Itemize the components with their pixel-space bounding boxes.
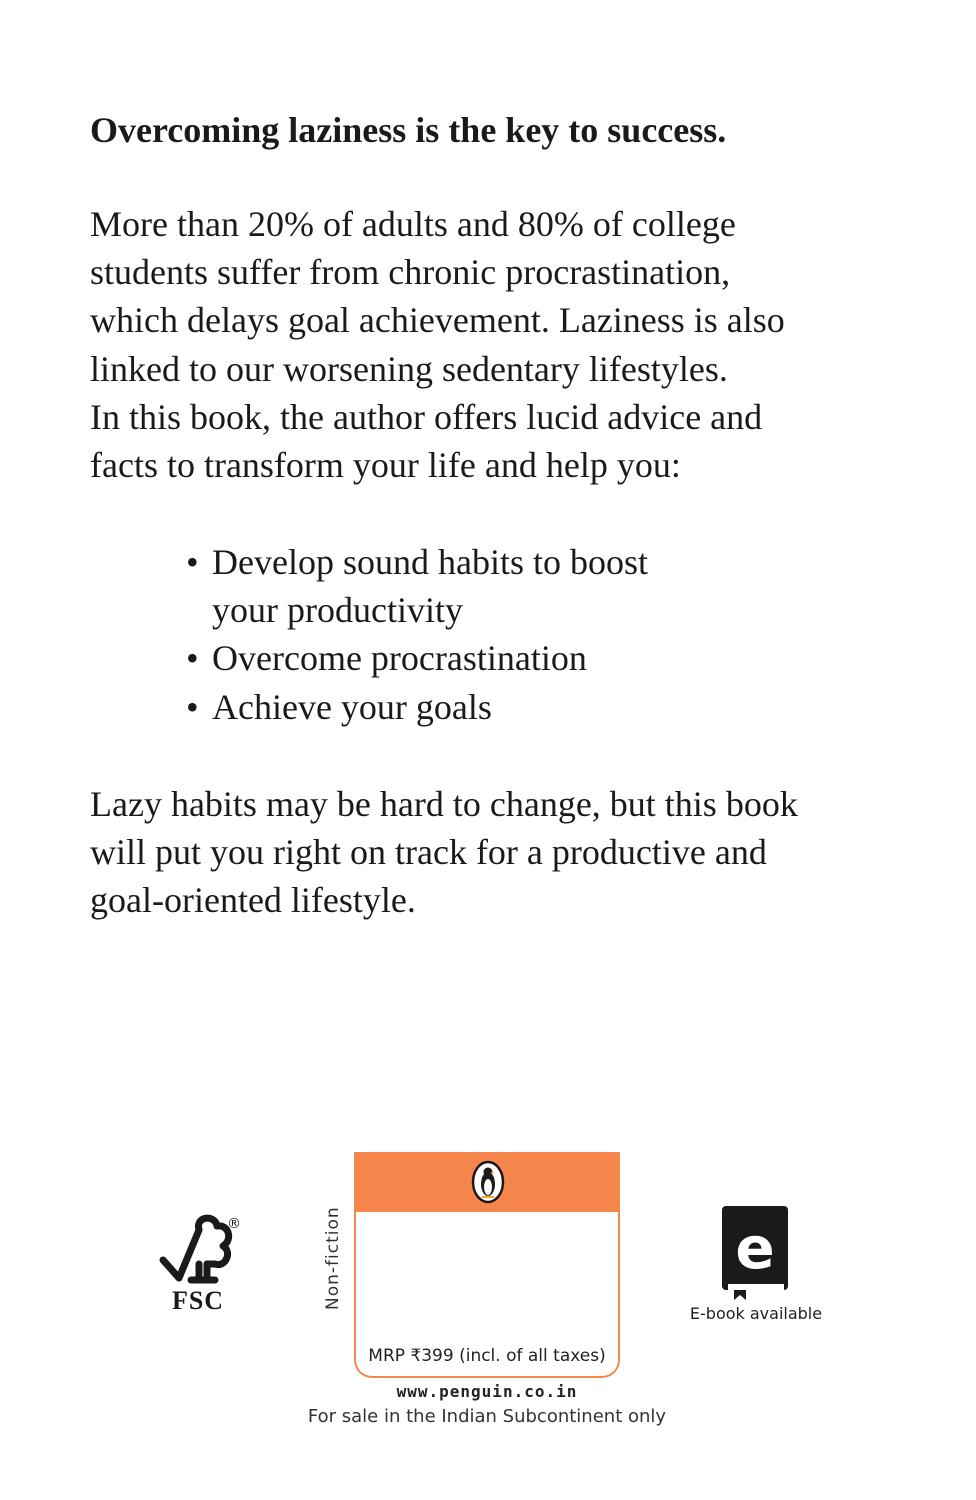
sale-note: For sale in the Indian Subcontinent only bbox=[307, 1406, 667, 1427]
price-box bbox=[354, 1152, 620, 1378]
fsc-logo bbox=[155, 1210, 245, 1320]
svg-text:e: e bbox=[735, 1214, 775, 1282]
ebook-label: E-book available bbox=[689, 1304, 823, 1323]
mrp-label: MRP ₹399 (incl. of all taxes) bbox=[368, 1346, 606, 1366]
penguin-logo-icon bbox=[471, 1160, 505, 1204]
genre-label: Non-fiction bbox=[323, 1206, 343, 1310]
intro-line: In this book, the author offers lucid advice and bbox=[90, 396, 763, 437]
ebook-icon bbox=[722, 1206, 790, 1300]
intro-line: linked to our worsening sedentary lifestyles. bbox=[90, 348, 728, 389]
bullet-text: • Develop sound habits to boost bbox=[212, 542, 648, 582]
intro-line: which delays goal achievement. Laziness is also bbox=[90, 300, 785, 341]
intro-line: students suffer from chronic procrastination, bbox=[90, 252, 731, 293]
closing-paragraph bbox=[90, 780, 950, 925]
intro-line: More than 20% of adults and 80% of college bbox=[90, 204, 736, 244]
bullet-item bbox=[186, 538, 886, 634]
closing-line: goal-oriented lifestyle. bbox=[90, 880, 416, 921]
fsc-tree-icon bbox=[155, 1210, 245, 1286]
headline: Overcoming laziness is the key to success. bbox=[90, 110, 727, 150]
bullet-item bbox=[186, 683, 886, 731]
closing-line: Lazy habits may be hard to change, but this book bbox=[90, 784, 798, 824]
bullet-item bbox=[186, 634, 886, 682]
bullet-text: • Achieve your goals bbox=[212, 686, 492, 727]
fsc-label: FSC bbox=[171, 1286, 225, 1315]
website-link[interactable]: www.penguin.co.in bbox=[396, 1382, 578, 1401]
closing-line: will put you right on track for a productive and bbox=[90, 832, 767, 873]
intro-paragraph bbox=[90, 200, 920, 489]
bullet-list bbox=[186, 538, 886, 731]
bullet-text-continued: your productivity bbox=[212, 590, 463, 631]
intro-line: facts to transform your life and help you: bbox=[90, 445, 681, 486]
fsc-registered: ® bbox=[227, 1216, 241, 1232]
bullet-text: • Overcome procrastination bbox=[212, 638, 587, 679]
